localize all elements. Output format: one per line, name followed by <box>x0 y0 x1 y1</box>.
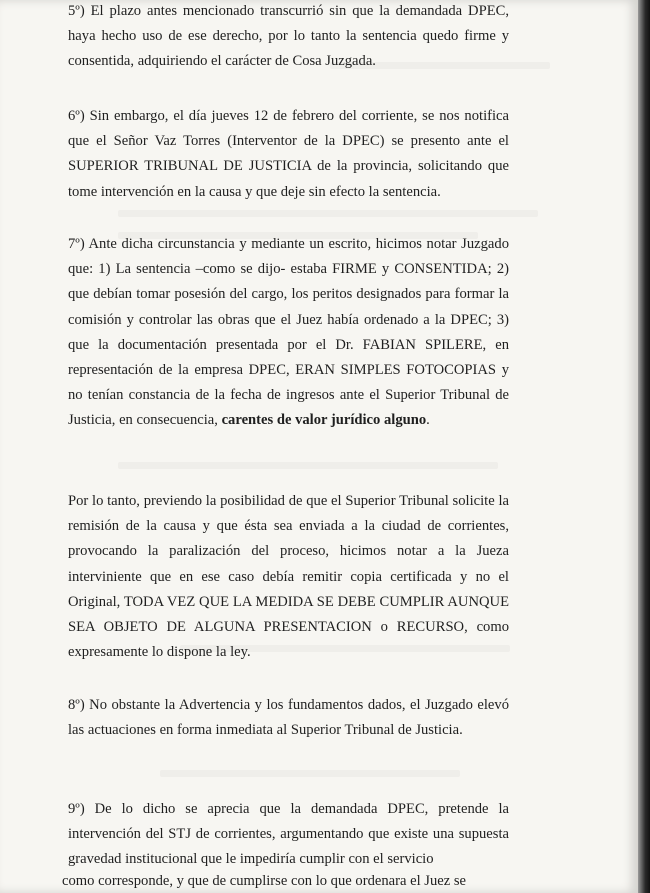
bleed-through <box>160 770 460 777</box>
paragraph-9-text: 9º) De lo dicho se aprecia que la demandada DPEC, pretende la intervención del STJ de corrientes, argumentando que existe una supuesta gravedad institucional que le impediría cumplir con el servicio <box>68 801 509 868</box>
paragraph-6-text: 6º) Sin embargo, el día jueves 12 de febrero del corriente, se nos notifica que el Señor Vaz Torres (Interventor de la DPEC) se presento ante el SUPERIOR TRIBUNAL DE JUSTICIA de la provincia, solicitando que tome intervención en la causa y que deje sin efecto la sentencia. <box>68 108 509 200</box>
paragraph-6 <box>68 104 509 205</box>
paragraph-7-text: 7º) Ante dicha circunstancia y mediante un escrito, hicimos notar Juzgado que: 1) La sentencia –como se dijo- estaba FIRME y CONSENTIDA; 2) que debían tomar posesión del cargo, los peritos designados para formar la comisión y controlar las obras que el Juez había ordenado a la DPEC; 3) que la documentación presentada por el Dr. FABIAN SPILERE, en representación de la empresa DPEC, ERAN SIMPLES FOTOCOPIAS y no tenían constancia de la fecha de ingresos ante el Superior Tribunal de Justicia, en consecuencia, <box>68 236 509 429</box>
paragraph-7-bold: carentes de valor jurídico alguno <box>221 412 427 429</box>
paragraph-7-continued-text: Por lo tanto, previendo la posibilidad de que el Superior Tribunal solicite la remisión de la causa y que ésta sea enviada a la ciudad de corrientes, provocando la paralización del proceso, hicimos notar a la Jueza interviniente que en ese caso debía remitir copia certificada y no el Original, TODA VEZ QUE LA MEDIDA SE DEBE CUMPLIR AUNQUE SEA OBJETO DE ALGUNA PRESENTACION o RECURSO, como expresamente lo dispone la ley. <box>68 493 509 661</box>
scanner-edge <box>638 0 650 893</box>
bleed-through <box>118 462 498 469</box>
paragraph-5-text: 5º) El plazo antes mencionado transcurrió sin que la demandada DPEC, haya hecho uso de ese derecho, por lo tanto la sentencia quedo firme y consentida, adquiriendo el carácter de Cosa Juzgada. <box>68 3 509 70</box>
paragraph-8-text: 8º) No obstante la Advertencia y los fundamentos dados, el Juzgado elevó las actuaciones en forma inmediata al Superior Tribunal de Justicia. <box>68 697 509 739</box>
paragraph-8 <box>68 693 509 743</box>
bleed-through <box>118 210 538 217</box>
cut-off-line: como corresponde, y que de cumplirse con lo que ordenara el Juez se <box>62 873 467 889</box>
paragraph-7-continued <box>68 489 509 665</box>
paragraph-7-end: . <box>426 412 430 429</box>
paragraph-9 <box>68 797 509 873</box>
paragraph-5 <box>68 0 509 75</box>
paragraph-7 <box>68 232 509 434</box>
